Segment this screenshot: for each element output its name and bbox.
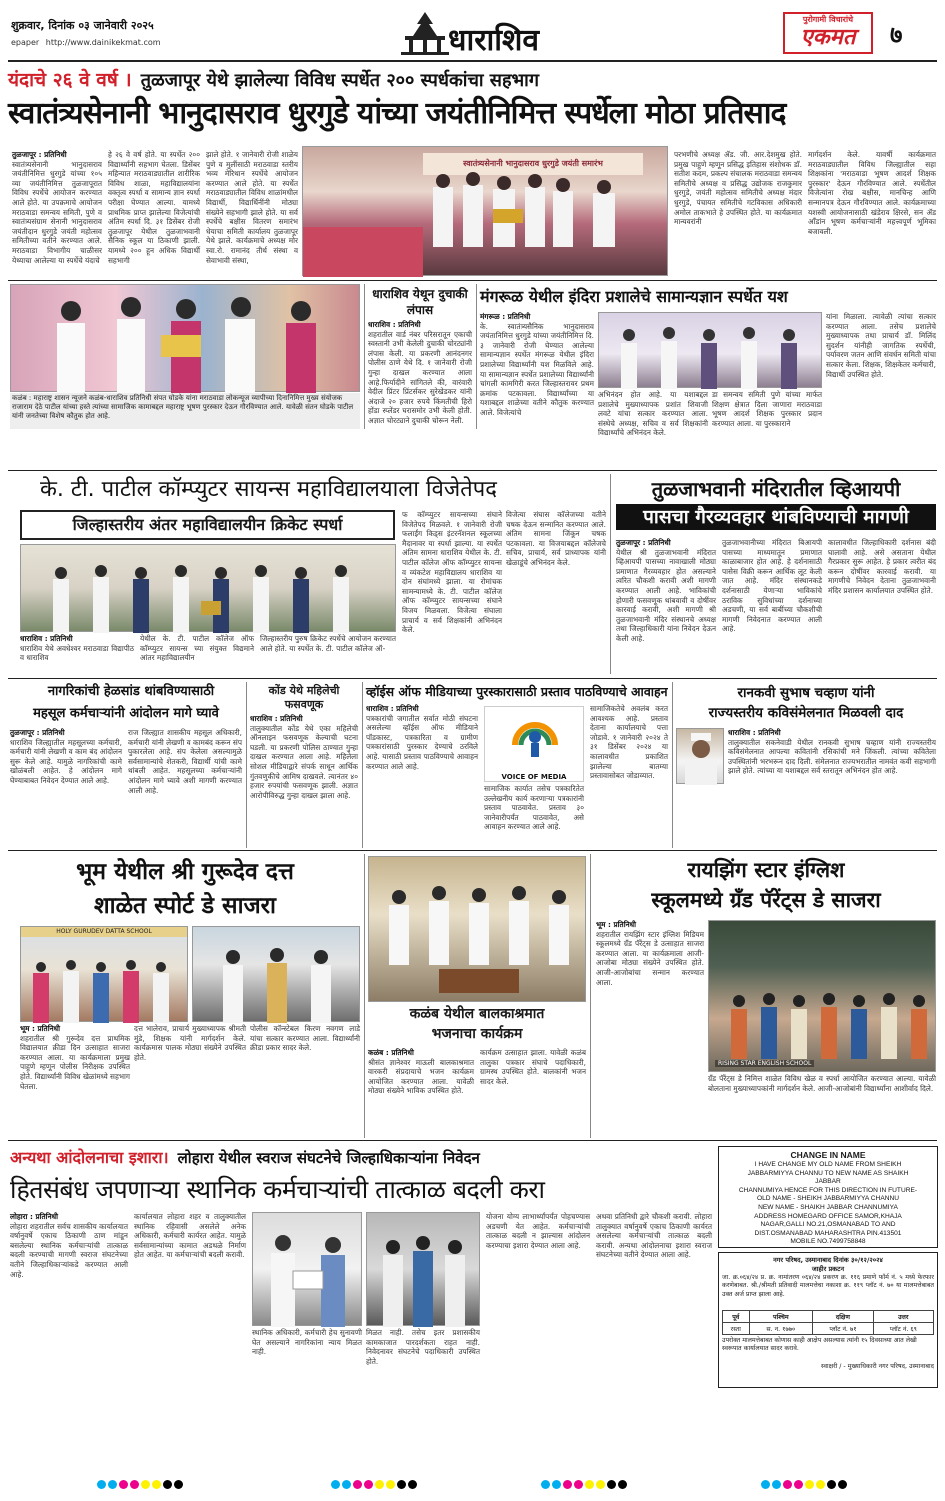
cyan-dot [772, 1480, 781, 1489]
story13-col5: योजना योग्य लाभार्थ्यांपर्यंत पोहचण्यास अडचणी येत आहेत. कर्मचाऱ्यांची तात्काळ बदली न झाल्यास आंदोलन करण्याचा इशारा देण्यात आला आहे. [486, 1212, 590, 1250]
story11-headline: कळंब येथील बालकाश्रमात [409, 1006, 545, 1022]
story13-col2: कार्यालयात लोहारा शहर व तालुक्यातील स्थानिक रहिवासी असलेले अनेक अधिकारी, कर्मचारी कार्यरत आहेत. यामुळे सर्वसामान्यांच्या कामात अडथळे निर्माण होत आहेत. या कर्मचाऱ्यांची बदली करावी. [134, 1212, 246, 1260]
story13-col1 [10, 1212, 128, 1382]
story13-byline: लोहारा : प्रतिनिधी [10, 1212, 58, 1221]
story13-headline: हितसंबंध जपणाऱ्या स्थानिक कर्मचाऱ्यांची तात्काळ बदली करा [10, 1175, 545, 1204]
notice-box [718, 1146, 938, 1248]
notice-line: JABBAR [815, 1178, 841, 1186]
yellow-dot [805, 1480, 814, 1489]
story13-kicker-red: अन्यथा आंदोलनाचा इशारा। [10, 1148, 169, 1167]
notice-line: MOBILE NO.7499758848 [790, 1238, 866, 1246]
registration-marks-center [330, 1474, 418, 1493]
notice-line: ADDRESS HOMEGARD OFFICE SAMOR,KHAJA [754, 1212, 902, 1220]
story3-headline: मंगरूळ येथील इंदिरा प्रशालेचे सामान्यज्ञान स्पर्धेत यश [480, 287, 788, 306]
story4-photo [20, 544, 396, 632]
story5-col1-text: येथील श्री तुळजाभवानी मंदिरात व्हिआयपी पासच्या नावाखाली मोठ्या प्रमाणात गैरव्यवहार होत असल्याने त्वरित चौकशी करावी अशी मागणी करण्यात आली आहे. भाविकांची होणारी फसवणूक थांबवावी व दोषींवर कारवाई करावी, अशी मागणी श्री तुळजाभवानी मंदिर संस्थानचे अध्यक्ष तथा जिल्हाधिकारी यांना निवेदन देऊन केली आहे. [616, 547, 716, 643]
story1-kicker-red: यंदाचे २६ वे वर्ष । [8, 69, 132, 91]
voice-of-media-label: VOICE OF MEDIA [501, 773, 567, 781]
cyan-dot [97, 1480, 106, 1489]
legal-table-cell: प्लॉट नं. ६९ [873, 1323, 933, 1335]
story8-col2: सामाजिक कार्यात तसेच पत्रकारितेत उल्लेखनीय कार्य करणाऱ्या पत्रकारांनी प्रस्ताव पाठवावेत. प्रस्ताव ३० जानेवारीपर्यंत पाठवावेत, असे आवाहन करण्यात आले आहे. [484, 784, 584, 832]
award-caption: कळंब : महाराष्ट्र शासन न्यूजने कळंब-धाराशिव प्रतिनिधी संपत घोडके यांना मराठवाडा लोकन्यूज व्यापीच्या दिनानिमित्त मुख्य संयोजक राजाराम देठे पाटील यांच्या हस्ते त्यांच्या सामाजिक कामाबद्दल महाराष्ट्र भूषण पुरस्कार देऊन गौरविण्यात आले. यावेळी संतन घोडके पाटील यांनी जनतेच्या विशेष कौतुक होत आहे. [10, 393, 360, 429]
black-dot [174, 1480, 183, 1489]
story4-byline: धाराशिव : प्रतिनिधी [20, 634, 73, 643]
story7-byline: धाराशिव : प्रतिनिधी [250, 714, 303, 723]
story3-col3: डा समन्वय समिती पुणे यांच्या मार्फत शिक्षण क्षेत्रात दिला जाणारा मराठवाडा भूषण आदर्श शिक्षक पुरस्कार प्रदान करण्यात आला. या पुरस्काराने [712, 390, 822, 428]
story1-col1 [12, 150, 102, 278]
story1-photo [302, 146, 668, 276]
story4-col4: फ कॉम्प्युटर सायन्सच्या संघाने विजेतेपद मिळवले. १ जानेवारी रोजी फलाईंग किड्स इंटरनॅशनल स्कूलच्या मैदानावर या स्पर्धा झाल्या. या स्पर्धेत अंतिम सामना धाराशिव येथील के. टी. पाटील कॉलेज ऑफ कॉम्प्युटर सायन्स व व्यंकटेश महाविद्यालय धाराशिव या दोन संघांमध्ये झाला. या रोमांचक सामन्यामध्ये के. टी. पाटील कॉलेज ऑफ कॉम्प्युटर सायन्सच्या संघाने विजय मिळवला. विजेत्या संघाला प्राचार्य व सर्व शिक्षकांनी अभिनंदन केले. [402, 510, 502, 635]
story1-col2: हे २६ वे वर्ष होते. या स्पर्धेत २०० विद्यार्थ्यांनी सहभाग घेतला. डिसेंबर महिन्यात मराठवाड्यातील शारीरिक विविध शाळा, महाविद्यालयांना वक्तृत्व स्पर्धा व सामान्य ज्ञान स्पर्धा परीक्षा घेण्यात आल्या. यामध्ये प्राथमिक प्राप्त झालेल्या विजेत्यांची अंतिम स्पर्धा दि. ३१ डिसेंबर रोजी तुळजापूर येथील तुळजाभवानी सैनिक स्कूल या ठिकाणी झाली. यामध्ये २०० हून अधिक विद्यार्थी सहभागी [108, 150, 200, 265]
story8-col1 [366, 704, 478, 846]
black-dot [607, 1480, 616, 1489]
yellow-dot [596, 1480, 605, 1489]
story2-text: शहरातील वार्ड नंबर परिसरातून एकाची स्वस्तानी उभी केलेली दुचाकी चोरट्यांनी लंपास केली. या प्रकरणी आनंदनगर पोलीस ठाणे येथे दि. १ जानेवारी रोजी गुन्हा दाखल करण्यात आला आहे.फिर्यादीने सांगितले की, वारंवारी वेदील प्रिंटर प्रिंटर्सकर सुरेखेडकर यांनी अंदाजे २० हजार रुपये किंमतीची हिरो होंडा स्प्लेंडर घरासमोर उभी केली होती. अज्ञात चोरट्याने दुचाकी चोरून नेली. [368, 329, 472, 425]
story1-col3: झाले होते. १ जानेवारी रोजी शाळेय पुणे व मुलींसाठी मराठवाडा स्तरीय भव्य मेरिथान स्पर्धेचे आयोजन करण्यात आले होते. या स्पर्धेत मराठवाड्यातील विविध शाळांमधील विद्यार्थी, विद्यार्थिनींनी मोठ्या संख्येने सहभागी झाले होते. या सर्व स्पर्धेचे बक्षीस वितरण समारंभ धेयाचा समिती कार्यालय तुळजापूर येथे झाले. कार्यक्रमाचे अध्यक्ष मोर स्वा.रो. रामानंद तीर्थ संस्था व सेवाभावी संस्था, [206, 150, 298, 265]
registration-marks-center-right [540, 1474, 628, 1493]
story8-col1-text: पत्रकारांची जगातील सर्वात मोठी संघटना असलेल्या व्हॉईस ऑफ मीडियाने पॉडकास्ट, पत्रकारिता व ग्रामीण पत्रकारांसाठी पुरस्कार देण्याचे ठरविले आहे. यासाठी प्रस्ताव पाठविण्याचे आवाहन करण्यात आले आहे. [366, 713, 478, 771]
brand-name: एकमत [800, 25, 856, 50]
epaper-line [11, 38, 161, 47]
magenta-dot [130, 1480, 139, 1489]
cyan-dot [342, 1480, 351, 1489]
story6-col2: राज जिल्ह्यात शासकीय महसूल अधिकारी, कर्मचारी यांनी लेखणी व कामबंद करून संप पुकारलेला आहे. संप केलेला असल्यामुळे सर्वसामान्यांचे शेतकरी, विद्यार्थी यांची कामे थांबली आहेत. महसूलच्या कर्मचाऱ्यांनी आंदोलन मागे घ्यावे अशी मागणी करण्यात आली आहे. [128, 728, 242, 795]
story3-photo [598, 312, 822, 388]
story12-headline1: रायझिंग स्टार इंग्लिश [687, 858, 845, 882]
magenta-dot [574, 1480, 583, 1489]
story3-people-illustration [599, 313, 823, 389]
story6-headline: नागरिकांची हेळसांड थांबविण्यासाठी [47, 684, 215, 699]
divider [8, 280, 937, 281]
black-dot [397, 1480, 406, 1489]
registration-marks-right [760, 1474, 848, 1493]
story12-col1-text: शहरातील रायझिंग स्टार इंग्लिश मिडियम स्कूलमध्ये ग्रँड पॅरेंट्स डे उत्साहात साजरा करण्यात आला. या कार्यक्रमाला आजी-आजोबा मोठ्या संख्येने उपस्थित होते. आजी-आजोबांचा सन्मान करण्यात आला. [596, 929, 704, 987]
notice-line: CHANNUMIYA HENCE FOR THIS DIRECTION IN FUTURE- [738, 1186, 918, 1194]
story11-col1 [368, 1048, 474, 1136]
cyan-dot [108, 1480, 117, 1489]
story6-col1 [10, 728, 122, 846]
story13-photo2 [366, 1212, 480, 1326]
brand-box [783, 12, 873, 54]
story7-headline: कोंड येथे महिलेची फसवणूक [268, 684, 340, 711]
magenta-dot [783, 1480, 792, 1489]
notice-line: DIST.OSMANABAD MAHARASHTRA PIN.413501 [754, 1229, 902, 1237]
award-people-illustration [11, 285, 361, 393]
story1-kicker [8, 66, 937, 92]
story5-byline: तुळजापूर : प्रतिनिधी [616, 538, 671, 547]
legal-notice-header: नगर परिषद, उस्मानाबाद दिनांक ३०/१२/२०२४ [773, 1256, 883, 1264]
legal-table-cell: स. न. १७७० [749, 1323, 813, 1335]
story3-col1-text: के. स्वातंत्र्यसैनिक भानुदासराव जयंतानिमित्त धुरगुडे यांच्या जयंतीनिमित्त दि. ३ जानेवारी रोजी घेण्यात आलेल्या सामान्यज्ञान स्पर्धेत मंगरूळ येथील इंदिरा प्रशालेच्या विद्यार्थ्यांनी यश मिळविले आहे. या सामान्यज्ञान स्पर्धेत प्रशालेच्या विद्यार्थ्यांनी चांगली कामगिरी करत जिल्हास्तरावर प्रथम क्रमांक पटकावला. विद्यार्थ्यांच्या या यशाबद्दल शाळेच्या वतीने कौतुक करण्यात आले. विजेत्यांचे [480, 321, 594, 417]
story10-col1-text: शहरातील श्री गुरूदेव दत्त प्राथमिक विद्यालयात क्रीडा दिन उत्साहात साजरा करण्यात आला. या कार्यक्रमाला प्रमुख पाहुणे म्हणून पोलीस निरीक्षक उपस्थित होते. विद्यार्थ्यांनी विविध खेळांमध्ये सहभाग घेतला. [20, 1033, 130, 1091]
cyan-dot [541, 1480, 550, 1489]
rising-star-sign: RISING STAR ENGLISH SCHOOL [715, 1060, 814, 1067]
notice-line: OLD NAME - SHEIKH JABBARMIYYA CHANNU [756, 1195, 900, 1203]
story11-headline2: भजनाचा कार्यक्रम [431, 1026, 523, 1042]
story8-col3: सामाजिकतेचे अवलंब करत आवश्यक आहे. प्रस्ताव देताना कार्यालयाचे पत्ता जोडावे. १ जानेवारी २०२४ ते ३१ डिसेंबर २०२४ या कालावधीत प्रकाशित झालेल्या बातम्या प्रस्तावासोबत जोडाव्यात. [590, 704, 668, 781]
magenta-dot [364, 1480, 373, 1489]
legal-table-header-cell: दक्षिण [813, 1311, 873, 1323]
magenta-dot [563, 1480, 572, 1489]
legal-notice-box [718, 1252, 938, 1388]
story4-col5: विजेत्या संघास कॉलेजच्या वतीने चषक देऊन सन्मानित करण्यात आले. अंतिम सामना जिंकून चषक पटकावला. या विजयाबद्दल कॉलेजचे सचिव, प्राचार्य, सर्व प्राध्यापक यांनी खेळाडूंचे अभिनंदन केले. [506, 510, 606, 567]
legal-table-header-cell: पूर्व [723, 1311, 750, 1323]
story5-col1 [616, 538, 716, 674]
yellow-dot [152, 1480, 161, 1489]
notice-line: I HAVE CHANGE MY OLD NAME FROM SHEIKH [754, 1161, 902, 1168]
story4-col1-text: धाराशिव येथे अवधेश्वर मराठवाडा विद्यापीठ व धाराशिव [20, 643, 134, 663]
masthead-rule [8, 60, 937, 62]
story1-people-illustration [303, 147, 669, 277]
voice-of-media-icon [485, 707, 585, 767]
sports-crowd-illustration [21, 937, 189, 1023]
award-photo [10, 284, 360, 392]
story8-headline: व्हॉईस ऑफ मीडियाच्या पुरस्कारासाठी प्रस्ताव पाठविण्याचे आवाहन [366, 684, 668, 699]
divider [8, 678, 937, 679]
story3-col4: यांना मिळाला. त्यावेळी त्यांचा सत्कार करण्यात आला. तसेच प्रशालेचे मुख्याध्यापक तथा प्राचार्य डॉ. मिलिंद सुदर्शन यांनीही जागतिक स्पर्धेची, पर्यावरण जतन आणि संवर्धन समिती यांचा सत्कार केला. शिक्षक, शिक्षकेतर कर्मचारी, विद्यार्थी उपस्थित होते. [826, 312, 936, 379]
story10-photo2 [192, 926, 360, 1022]
yellow-dot [386, 1480, 395, 1489]
voice-of-media-logo [484, 706, 584, 782]
story1-col4: परभणीचे अध्यक्ष ॲड. जी. आर.देशमुख होते. प्रमुख पाहुणे म्हणून प्रसिद्ध इतिहास संशोधक डॉ. सतीश कदम, प्रकल्प संचालक मराठवाडा समन्वय समितीचे अध्यक्ष व प्रसिद्ध उद्योजक राजकुमार धुरगुडे, जयंती महोत्सव समितीचे अध्यक्ष मंदार धुरगुडे, पंचायत समितीचे गटविकास अधिकारी अमोल ताकभाते हे उपस्थित होते. या कार्यक्रमात मान्यवरांनी [674, 150, 802, 227]
story13-photo1 [252, 1212, 362, 1326]
legal-table-cell: रस्ता [723, 1323, 750, 1335]
story13-col6: अथवा प्रतिनिधी द्वारे चौकशी करावी. लोहारा तालुक्यात वर्षानुवर्षे एकाच ठिकाणी कार्यरत असलेल्या कर्मचाऱ्यांची तात्काळ बदली करावी. अन्यथा आंदोलनाचा इशारा स्वराज संघटनेच्या वतीने देण्यात आला आहे. [596, 1212, 712, 1260]
magenta-dot [353, 1480, 362, 1489]
magenta-dot [794, 1480, 803, 1489]
story1-headline: स्वातंत्र्यसेनानी भानुदासराव धुरगुडे यांच्या जयंतीनिमित्त स्पर्धेला मोठा प्रतिसाद [8, 96, 786, 131]
story10-col2: दत्त भालेराव, प्राचार्य मुख्याध्यापक श्रीमती मुंडे, शिक्षक यांनी मार्गदर्शन केले. कार्यक्रमास पालक मोठ्या संख्येने उपस्थित होते. [134, 1024, 246, 1062]
story9-body [728, 728, 936, 846]
story12-col1 [596, 920, 704, 1080]
story11-col1-text: श्रीसंत ज्ञानेश्वर माऊली बालकाश्रमात वारकरी संप्रदायाचे भजन कार्यक्रम आयोजित करण्यात आला. यावेळी मोठ्या संख्येने भाविक उपस्थित होते. [368, 1057, 474, 1096]
story2-body [368, 320, 472, 428]
story10-byline: भूम : प्रतिनिधी [20, 1024, 61, 1033]
registration-marks-left [96, 1474, 184, 1493]
school-sign: HOLY GURUDEV DATTA SCHOOL [21, 927, 187, 937]
story10-photo1 [20, 926, 188, 1022]
divider [8, 850, 937, 851]
story9-headline2: राज्यस्तरीय कविसंमेलनात मिळवली दाद [708, 705, 904, 721]
story5-headline1: तुळजाभवानी मंदिरातील व्हिआयपी [651, 477, 901, 501]
story5-col3: कालावधीत जिल्हाधिकारी दर्शनास बंदी घालावी आहे. असे असताना येथील गैरप्रकार सुरू आहेत. हे प्रकार त्वरीत बंद करून दोषींवर कारवाई करावी. या मागणीचे निवेदन देताना तुळजाभवानी मंदिर प्रशासन कार्यालयात उपस्थित होते. [828, 538, 936, 595]
story6-byline: तुळजापूर : प्रतिनिधी [10, 728, 65, 737]
legal-notice-table-row [723, 1323, 934, 1335]
divider [8, 1140, 937, 1141]
story11-photo [368, 856, 586, 1002]
legal-table-header-cell: पश्चिम [749, 1311, 813, 1323]
story6-col1-text: धाराशिव जिल्ह्यातील महसूलच्या कर्मचारी, कर्मचारी यांनी लेखणी व काम बंद आंदोलन सुरू केले आहे. यामुळे नागरिकांची कामे खोळंबली आहेत. हे आंदोलन मागे घेण्याबाबत निवेदन देण्यात आले आहे. [10, 737, 122, 785]
section-title: धाराशिव [448, 23, 540, 58]
story4-col1 [20, 634, 134, 674]
story13-kicker [10, 1146, 710, 1170]
legal-table-header-cell: उत्तर [873, 1311, 933, 1323]
story3-col2: अभिनंदन होत आहे. या यशाबद्दल प्रशालेचे मुख्याध्यापक प्रशांत शिवाजी लवटे यांचा सत्कार करण्यात आला. संस्थेचे अध्यक्ष, सचिव व सर्व शिक्षकांनी विद्यार्थ्यांचे अभिनंदन केले. [598, 390, 708, 438]
story11-col2: कार्यक्रम उत्साहात झाला. यावेळी कळंब तालुका पत्रकार संघाचे पदाधिकारी, ग्रामस्थ उपस्थित होते. बालकांनी भजन सादर केले. [480, 1048, 586, 1086]
legal-notice-sub: जाहीर प्रकटन [811, 1265, 845, 1273]
poet-portrait [676, 728, 724, 784]
epaper-url[interactable]: http://www.dainikekmat.com [45, 38, 161, 47]
story8-byline: धाराशिव : प्रतिनिधी [366, 704, 419, 713]
cyan-dot [552, 1480, 561, 1489]
story4-col3: जिल्हास्तरीय पुरुष क्रिकेट स्पर्धेचे आयोजन करण्यात आले होते. या स्पर्धेत के. टी. पाटील कॉलेज ऑ- [260, 634, 396, 653]
legal-notice-sign: स्वाक्षरी / - मुख्याधिकारी नगर परिषद, उस्मानाबाद [821, 1363, 934, 1370]
story5-headline2: पासचा गैरव्यवहार थांबविण्याची मागणी [616, 504, 936, 530]
legal-notice-footer: उपरोक्त मालमत्तेबाबत कोणास काही आक्षेप असल्यास त्यांनी १५ दिवसाच्या आत लेखी स्वरूपात कार्यालयात सादर करावे. [722, 1337, 917, 1353]
story11-byline: कळंब : प्रतिनिधी [368, 1048, 414, 1057]
cricket-team-illustration [21, 545, 397, 633]
story10-col3: पोलीस कॉन्स्टेबल किरण नवगण लाडे यांचा सत्कार करण्यात आला. विद्यार्थ्यांनी क्रीडा प्रकार सादर केले. [250, 1024, 360, 1053]
notice-lines [722, 1161, 934, 1247]
black-dot [838, 1480, 847, 1489]
black-dot [163, 1480, 172, 1489]
legal-notice-table [722, 1310, 934, 1335]
story5-col2: तुळजाभवानीच्या मंदिरात बिआयपी पासच्या माध्यमातून प्रमाणात काळाबाजार होत आहे. हे दर्शनासाठी पासेस विक्री करून आर्थिक लूट केली जात आहे. मंदिर संस्थानकडे दर्शनासाठी येणाऱ्या भाविकांचे ठराविक सुविधांच्या दर्शनाच्या अडचणी, या सर्व बाबींच्या चौकशीची मागणी निवेदनात करण्यात आली आहे. [722, 538, 822, 634]
grandparents-crowd-illustration [709, 921, 937, 1073]
story10-headline2: शाळेत स्पोर्ट डे साजरा [93, 893, 276, 919]
story1-kicker-text: तुळजापूर येथे झालेल्या विविध स्पर्धेत २०० स्पर्धकांचा सहभाग [140, 70, 539, 91]
story1-col1-text: स्वातंत्र्यसेनानी भानुदासराव जयंतीनिमित्त धुरगुडे यांच्या १०५ व्या जयंतीनिमित्त तुळजापूरात विविध स्पर्धेचे आयोजन करण्यात आले होते. या उपक्रमाचे आयोजन मराठवाडा समन्वय समिती, पुणे व स्वातंत्र्यसंग्राम सेनानी भानुदासराव जयंतीदान धुरगुडे जयंती महोत्सव समितीच्या वतीने करण्यात आले. मराठवाडा विभागीय चाळीसर येथ्याचा आलेल्या या स्पर्धेचे यंदाचे [12, 159, 102, 265]
story1-col5: मार्गदर्शन केले. यावर्षी कार्यक्रमात मराठवाड्यातील विविध जिल्ह्यातील सहा शिक्षकांना 'मराठवाडा भूषण आदर्श शिक्षक पुरस्कार' देऊन गौरविण्यात आले. स्पर्धेतील विजेत्यांना रोख बक्षीस, मानचिन्ह आणि सन्मानपत्र देऊन गौरविण्यात आले. कार्यक्रमाच्या यशस्वी आयोजनासाठी खंडेराव क्षिरसे, सन ॲड आँडांन भूषण कर्मचाऱ्यांनी महत्त्वपूर्ण भूमिका बजावली. [808, 150, 936, 236]
story10-col1 [20, 1024, 130, 1136]
story4-subhead: जिल्हास्तरीय अंतर महाविद्यालयीन क्रिकेट स्पर्धा [20, 510, 395, 540]
story6-headline2: महसूल कर्मचाऱ्यांनी आंदोलन मागे घ्यावे [33, 706, 219, 721]
black-dot [618, 1480, 627, 1489]
story9-headline: रानकवी सुभाष चव्हाण यांनी [737, 685, 875, 701]
cyan-dot [761, 1480, 770, 1489]
officials-meeting-illustration [253, 1213, 363, 1327]
story13-col3: स्थानिक अधिकारी, कर्मचारी हेच सुनावणी घेत असल्याने नागरिकांना न्याय मिळत नाही. [252, 1328, 362, 1357]
story3-byline: मंगरूळ : प्रतिनिधी [480, 312, 531, 321]
notice-line: NAGAR,GALLI NO.21,OSMANABAD TO AND [760, 1221, 896, 1229]
black-dot [408, 1480, 417, 1489]
notice-title: CHANGE IN NAME [790, 1150, 866, 1160]
yellow-dot [816, 1480, 825, 1489]
story3-col1 [480, 312, 594, 430]
story12-photo [708, 920, 936, 1072]
story9-byline: धाराशिव : प्रतिनिधी [728, 728, 781, 737]
story12-col2: ग्रँड पॅरेंट्स डे निमित्त शाळेत विविध खेळ व स्पर्धा आयोजित करण्यात आल्या. यावेळी बोलताना मुख्याध्यापकांनी मार्गदर्शन केले. आजी-आजोबांनी विद्यार्थ्यांना आशीर्वाद दिले. [708, 1074, 936, 1093]
page-number: ७ [890, 21, 903, 49]
issue-date: शुक्रवार, दिनांक ०३ जानेवारी २०२५ [11, 19, 154, 32]
story13-kicker-text: लोहारा येथील स्वराज संघटनेचे जिल्हाधिकाऱ्यांना निवेदन [177, 1149, 480, 1167]
notice-line: JABBARMIYYA CHANNU TO NEW NAME AS SHAIKH [747, 1169, 909, 1177]
story9-text: तालुक्यातील सकनेवाडी येथील रानकवी सुभाष चव्हाण यांनी राज्यस्तरीय कविसंमेलनात आपल्या कवितांनी रसिकांची मने जिंकली. त्यांच्या कवितेला उपस्थितांनी भरभरून दाद दिली. संमेलनात राज्यभरातील नामवंत कवी सहभागी झाले होते. त्यांच्या या यशाबद्दल सर्व स्तरातून अभिनंदन होत आहे. [728, 737, 936, 776]
yellow-dot [375, 1480, 384, 1489]
story2-byline: धाराशिव : प्रतिनिधी [368, 320, 421, 329]
bhajan-group-illustration [369, 857, 587, 1003]
magenta-dot [119, 1480, 128, 1489]
legal-notice-body: जा. क्र.०६४/२४ प्र. क्र. नामांतरण ०६४/२४ प्रकरण क्र. ११६ प्रमाणे फॉर्म नं. ५ मध्ये फेरफार करणेबाबत. श्री./श्रीमती प्रतिवादी मालमत्तेचा नकाशा क्र. ११९ प्लॉट नं. ७० या मालमत्तेबाबत उक्त अर्ज प्राप्त झाला आहे. [722, 1274, 934, 1298]
epaper-label: epaper [11, 38, 40, 47]
notice-line: NEW NAME - SHAIKH JABBAR CHANNUMIYA [758, 1203, 898, 1211]
story1-photo-banner: स्वातंत्र्यसेनानी भानुदासराव धुरगुडे जयंती समारंभ [423, 153, 643, 175]
story2-headline: धाराशिव येथून दुचाकी लंपास [372, 287, 468, 317]
story13-col4: मिळत नाही. तसेच इतर प्रशासकीय कामकाजात पारदर्शकता राहत नाही. निवेदनावर संघटनेचे पदाधिकारी उपस्थित होते. [366, 1328, 480, 1366]
story1-byline: तुळजापूर : प्रतिनिधी [12, 150, 67, 159]
black-dot [827, 1480, 836, 1489]
story10-headline1: भूम येथील श्री गुरूदेव दत्त [76, 859, 294, 885]
story7-body [250, 714, 358, 846]
story4-headline: के. टी. पाटील कॉम्प्युटर सायन्स महाविद्यालयाला विजेतेपद [40, 477, 497, 502]
brand-tagline: पुरोगामी विचारांचे [802, 15, 854, 24]
yellow-dot [141, 1480, 150, 1489]
cyan-dot [331, 1480, 340, 1489]
yellow-dot [585, 1480, 594, 1489]
story12-byline: भूम : प्रतिनिधी [596, 920, 637, 929]
story7-text: तालुक्यातील कोंड येथे एका महिलेची ऑनलाइन फसवणूक केल्याची घटना घडली. या प्रकरणी पोलिस ठाण्यात गुन्हा दाखल करण्यात आला आहे. महिलेला सोशल मीडियाद्वारे संपर्क साधून आर्थिक गुंतवणुकीचे आमिष दाखवले. त्यानंतर ४० हजार रुपयांची फसवणूक झाली. अज्ञात आरोपीविरुद्ध गुन्हा दाखल झाला आहे. [250, 723, 358, 800]
divider [8, 470, 937, 471]
story13-col1-text: लोहारा शहरातील सर्वच शासकीय कार्यालयात वर्षानुवर्षे एकाच ठिकाणी ठाण मांडून बसलेल्या स्थानिक कर्मचाऱ्यांची तात्काळ बदली करण्याची मागणी स्वराज संघटनेच्या वतीने जिल्हाधिकाऱ्यांकडे करण्यात आली आहे. [10, 1221, 128, 1279]
story4-col2: येथील के. टी. पाटील कॉलेज ऑफ कॉम्प्युटर सायन्स च्या संयुक्त विद्यमाने आंतर महाविद्यालयीन [140, 634, 254, 663]
poet-portrait-illustration [677, 729, 725, 785]
officials-illustration [193, 927, 361, 1023]
story12-headline2: स्कूलमध्ये ग्रँड पॅरेंट्स डे साजरा [651, 888, 881, 912]
legal-notice-table-header [723, 1311, 934, 1323]
temple-logo-icon [395, 10, 455, 56]
legal-table-cell: प्लॉट नं. ७१ [813, 1323, 873, 1335]
delegation-illustration [367, 1213, 481, 1327]
